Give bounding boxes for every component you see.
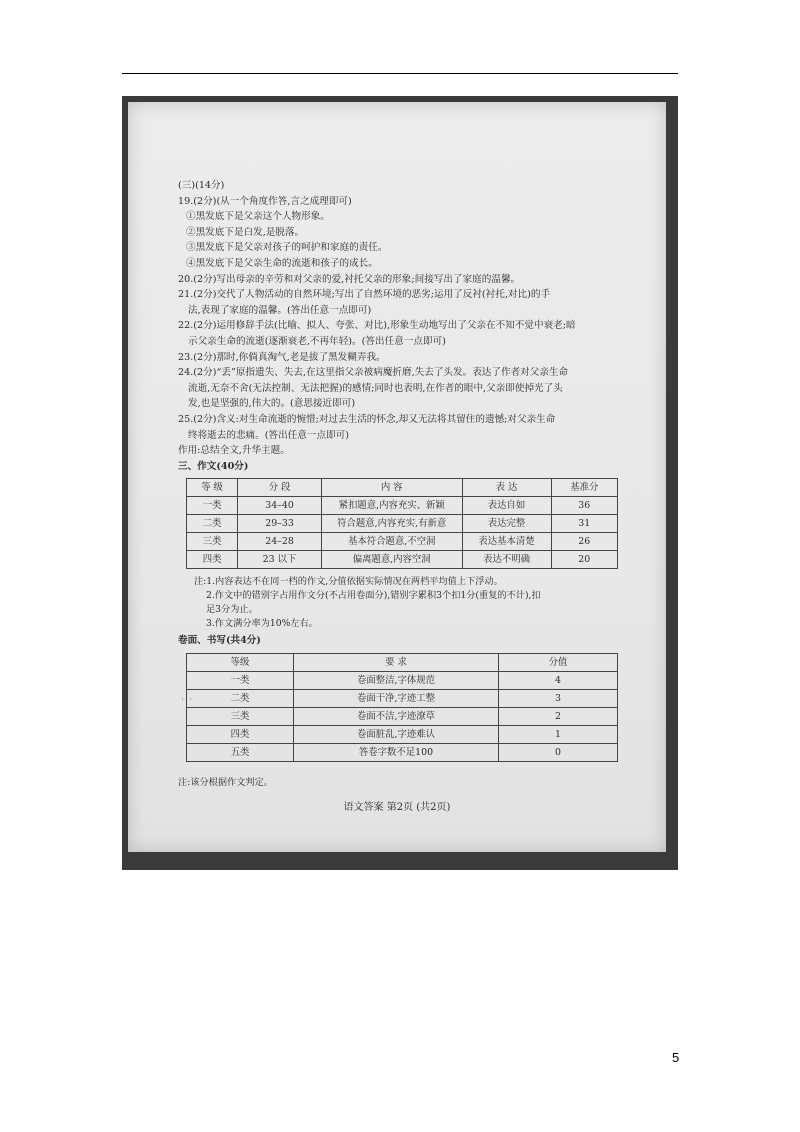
writing-note: 注:该分根据作文判定。 [178,776,273,788]
table-cell: 2 [499,707,618,725]
table-header: 表 达 [462,479,551,497]
q19-item: ②黑发底下是白发,是脱落。 [186,226,305,238]
table-row [187,551,618,569]
table-header-row [187,653,618,671]
answer-sheet [128,102,666,852]
q21-line: 21.(2分)交代了人物活动的自然环境;写出了自然环境的恶劣;运用了反衬(衬托,对比)的手 [178,289,551,301]
q24-line: 流逝,无奈不舍(无法控制、无法把握)的感情;同时也表明,在作者的眼中,父亲即使掉光了头 [188,382,563,394]
table-cell: 二类 [187,515,238,533]
table-cell: 3 [499,689,618,707]
section-title: (三)(14分) [178,180,225,191]
answer-content [178,178,618,790]
table-cell: 表达完整 [462,515,551,533]
table-cell: 表达不明确 [462,551,551,569]
table-cell: 23 以下 [238,551,322,569]
table-row [187,689,618,707]
table-cell: 答卷字数不足100 [294,743,499,761]
table-cell: 29–33 [238,515,322,533]
table-row [187,671,618,689]
table-header: 等 级 [187,479,238,497]
table-header-row [187,479,618,497]
table-cell: 三类 [187,707,294,725]
q19-item: ①黑发底下是父亲这个人物形象。 [186,211,330,223]
table-cell: 五类 [187,743,294,761]
essay-note: 注:1.内容表达不在同一档的作文,分值依据实际情况在两档平均值上下浮动。 [194,576,503,588]
writing-title: 卷面、书写(共4分) [178,635,261,647]
table-row [187,707,618,725]
table-header: 等级 [187,653,294,671]
table-cell: 表达自如 [462,497,551,515]
table-cell: 一类 [187,497,238,515]
essay-grading-table [186,478,618,569]
table-cell: 偏离题意,内容空洞 [321,551,462,569]
q21-line: 法,表现了家庭的温馨。(答出任意一点即可) [188,304,372,316]
table-header: 内 容 [321,479,462,497]
essay-title: 三、作文(40分) [178,460,249,472]
table-cell: 基本符合题意,不空洞 [321,533,462,551]
q19-item: ④黑发底下是父亲生命的流逝和孩子的成长。 [186,257,378,269]
q25-line: 终将逝去的悲痛。(答出任意一点即可) [188,429,349,441]
q23: 23.(2分)那时,你倘真淘气,老是拔了黑发糊弄我。 [178,351,386,363]
table-header: 基准分 [551,479,617,497]
essay-note: 2.作文中的错别字占用作文分(不占用卷面分),错别字累积3个扣1分(重复的不计),扣 [206,590,541,602]
table-header: 要 求 [294,653,499,671]
q19-head: 19.(2分)(从一个角度作答,言之成理即可) [178,195,352,207]
table-cell: 26 [551,533,617,551]
essay-note: 3.作文满分率为10%左右。 [206,618,318,630]
table-cell: 0 [499,743,618,761]
table-cell: 符合题意,内容充实,有新意 [321,515,462,533]
table-cell: 三类 [187,533,238,551]
table-row [187,497,618,515]
table-cell: 表达基本清楚 [462,533,551,551]
table-row [187,743,618,761]
table-cell: 卷面不洁,字迹潦草 [294,707,499,725]
q25-line: 25.(2分)含义:对生命流逝的惋惜;对过去生活的怀念,却又无法将其留住的遗憾;对父亲生命 [178,413,556,425]
table-header: 分值 [499,653,618,671]
table-cell: 二类 [187,689,294,707]
writing-grading-table [186,653,618,762]
q24-line: 24.(2分)“丢”原指遗失、失去,在这里指父亲被病魔折磨,失去了头发。表达了作者对父亲生命 [178,367,569,379]
q22-line: 示父亲生命的流逝(逐渐衰老,不再年轻)。(答出任意一点即可) [188,335,446,347]
table-row [187,515,618,533]
table-cell: 1 [499,725,618,743]
table-cell: 四类 [187,725,294,743]
sheet-footer: 语文答案 第2页 (共2页) [343,802,451,813]
table-row [187,725,618,743]
scan-specks: ˙ ˙ [180,698,194,709]
q25-line: 作用:总结全文,升华主题。 [178,445,290,457]
table-cell: 紧扣题意,内容充实、新颖 [321,497,462,515]
table-cell: 四类 [187,551,238,569]
table-cell: 4 [499,671,618,689]
table-cell: 36 [551,497,617,515]
table-cell: 一类 [187,671,294,689]
header-rule [122,73,678,74]
table-cell: 卷面脏乱,字迹难认 [294,725,499,743]
q24-line: 发,也是坚强的,伟大的。(意思接近即可) [188,398,356,410]
table-cell: 31 [551,515,617,533]
table-cell: 卷面整洁,字体规范 [294,671,499,689]
table-header: 分 段 [238,479,322,497]
page-number: 5 [672,1050,680,1065]
q20: 20.(2分)写出母亲的辛劳和对父亲的爱,衬托父亲的形象;间接写出了家庭的温馨。 [178,273,521,285]
table-cell: 34–40 [238,497,322,515]
scanned-page [122,96,678,870]
table-row [187,533,618,551]
table-cell: 20 [551,551,617,569]
q19-item: ③黑发底下是父亲对孩子的呵护和家庭的责任。 [186,242,388,254]
essay-notes [178,575,618,631]
q22-line: 22.(2分)运用修辞手法(比喻、拟人、夸张、对比),形象生动地写出了父亲在不知不觉中衰老;暗 [178,320,576,332]
table-cell: 卷面干净,字迹工整 [294,689,499,707]
table-cell: 24–28 [238,533,322,551]
essay-note: 足3分为止。 [206,604,258,616]
